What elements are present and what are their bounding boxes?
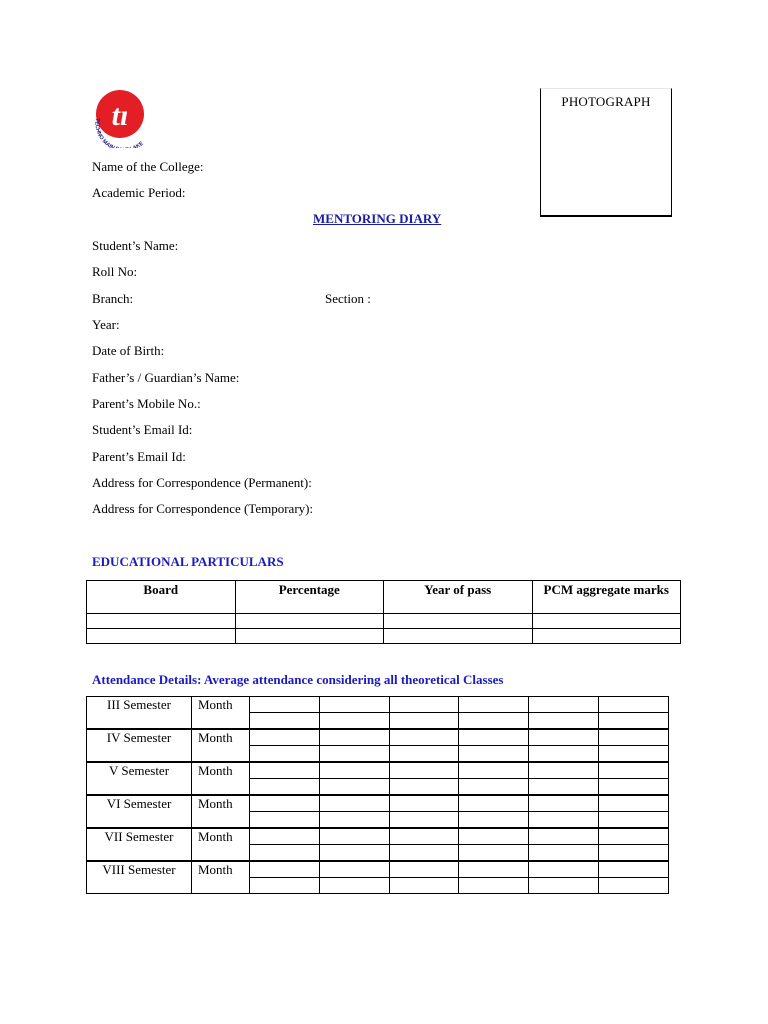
- attendance-cell[interactable]: [529, 861, 599, 878]
- table-cell[interactable]: [235, 629, 384, 644]
- branch-label: Branch:: [92, 291, 134, 306]
- attendance-cell[interactable]: [250, 828, 320, 845]
- college-logo: [92, 88, 162, 148]
- attendance-cell[interactable]: [389, 828, 459, 845]
- semester-label: VII Semester: [87, 828, 192, 861]
- attendance-cell[interactable]: [599, 729, 669, 746]
- month-label: Month: [192, 828, 250, 861]
- attendance-cell[interactable]: [389, 779, 459, 796]
- attendance-cell[interactable]: [599, 779, 669, 796]
- attendance-cell[interactable]: [319, 861, 389, 878]
- address-temporary-label: Address for Correspondence (Temporary):: [92, 501, 314, 516]
- attendance-heading: Attendance Details: Average attendance considering all theoretical Classes: [92, 672, 504, 687]
- table-row: [87, 697, 669, 713]
- attendance-cell[interactable]: [529, 697, 599, 713]
- attendance-cell[interactable]: [389, 746, 459, 763]
- month-label: Month: [192, 795, 250, 828]
- table-row: [87, 729, 669, 746]
- logo-ring-text: TECHNO MAIN KE: [93, 117, 145, 148]
- month-label: Month: [192, 762, 250, 795]
- attendance-cell[interactable]: [319, 828, 389, 845]
- table-row: [87, 629, 681, 644]
- attendance-cell[interactable]: [250, 697, 320, 713]
- attendance-cell[interactable]: [599, 762, 669, 779]
- section-label: Section :: [325, 291, 371, 306]
- attendance-cell[interactable]: [529, 762, 599, 779]
- attendance-cell[interactable]: [319, 713, 389, 730]
- attendance-cell[interactable]: [389, 762, 459, 779]
- attendance-cell[interactable]: [319, 812, 389, 829]
- semester-label: IV Semester: [87, 729, 192, 762]
- attendance-cell[interactable]: [389, 878, 459, 894]
- attendance-cell[interactable]: [599, 861, 669, 878]
- photograph-label: PHOTOGRAPH: [561, 94, 651, 109]
- attendance-cell[interactable]: [389, 812, 459, 829]
- attendance-cell[interactable]: [389, 729, 459, 746]
- attendance-cell[interactable]: [250, 762, 320, 779]
- table-cell[interactable]: [532, 629, 681, 644]
- attendance-cell[interactable]: [250, 845, 320, 862]
- attendance-cell[interactable]: [529, 828, 599, 845]
- attendance-cell[interactable]: [599, 812, 669, 829]
- attendance-cell[interactable]: [389, 795, 459, 812]
- educational-heading: EDUCATIONAL PARTICULARS: [92, 554, 284, 569]
- attendance-cell[interactable]: [459, 729, 529, 746]
- table-cell[interactable]: [235, 614, 384, 629]
- month-label: Month: [192, 729, 250, 762]
- attendance-cell[interactable]: [529, 779, 599, 796]
- parent-mobile-label: Parent’s Mobile No.:: [92, 396, 201, 411]
- semester-label: V Semester: [87, 762, 192, 795]
- attendance-cell[interactable]: [459, 713, 529, 730]
- attendance-cell[interactable]: [599, 713, 669, 730]
- month-label: Month: [192, 697, 250, 730]
- attendance-cell[interactable]: [459, 795, 529, 812]
- table-row: [87, 828, 669, 845]
- attendance-cell[interactable]: [599, 828, 669, 845]
- attendance-cell[interactable]: [599, 697, 669, 713]
- attendance-cell[interactable]: [319, 845, 389, 862]
- page-title: MENTORING DIARY: [313, 211, 442, 226]
- address-permanent-label: Address for Correspondence (Permanent):: [92, 475, 312, 490]
- table-row: [87, 861, 669, 878]
- attendance-cell[interactable]: [529, 795, 599, 812]
- table-row: [87, 795, 669, 812]
- parent-email-label: Parent’s Email Id:: [92, 449, 186, 464]
- semester-label: VIII Semester: [87, 861, 192, 894]
- table-cell[interactable]: [384, 614, 533, 629]
- table-cell[interactable]: [532, 614, 681, 629]
- semester-label: VI Semester: [87, 795, 192, 828]
- photograph-box[interactable]: [540, 88, 672, 217]
- attendance-cell[interactable]: [459, 828, 529, 845]
- attendance-cell[interactable]: [319, 729, 389, 746]
- attendance-cell[interactable]: [459, 762, 529, 779]
- attendance-cell[interactable]: [250, 795, 320, 812]
- student-email-label: Student’s Email Id:: [92, 422, 193, 437]
- table-row: [87, 762, 669, 779]
- roll-no-label: Roll No:: [92, 264, 138, 279]
- attendance-cell[interactable]: [529, 729, 599, 746]
- attendance-cell[interactable]: [319, 746, 389, 763]
- student-name-label: Student’s Name:: [92, 238, 179, 253]
- attendance-cell[interactable]: [459, 845, 529, 862]
- attendance-cell[interactable]: [250, 746, 320, 763]
- attendance-cell[interactable]: [599, 746, 669, 763]
- attendance-cell[interactable]: [319, 878, 389, 894]
- attendance-cell[interactable]: [389, 845, 459, 862]
- attendance-table: [86, 696, 669, 894]
- month-label: Month: [192, 861, 250, 894]
- col-year-of-pass: Year of pass: [384, 581, 533, 614]
- attendance-cell[interactable]: [459, 878, 529, 894]
- college-name-label: Name of the College:: [92, 159, 204, 174]
- table-header-row: [87, 581, 681, 614]
- table-row: [87, 614, 681, 629]
- col-percentage: Percentage: [235, 581, 384, 614]
- attendance-cell[interactable]: [319, 697, 389, 713]
- table-cell[interactable]: [87, 629, 236, 644]
- attendance-cell[interactable]: [459, 812, 529, 829]
- attendance-cell[interactable]: [250, 713, 320, 730]
- attendance-cell[interactable]: [529, 746, 599, 763]
- attendance-cell[interactable]: [459, 779, 529, 796]
- attendance-cell[interactable]: [389, 713, 459, 730]
- attendance-cell[interactable]: [319, 762, 389, 779]
- attendance-cell[interactable]: [250, 861, 320, 878]
- attendance-cell[interactable]: [319, 795, 389, 812]
- dob-label: Date of Birth:: [92, 343, 165, 358]
- guardian-name-label: Father’s / Guardian’s Name:: [92, 370, 240, 385]
- logo-monogram: tı: [111, 99, 129, 132]
- attendance-cell[interactable]: [250, 779, 320, 796]
- educational-table: [86, 580, 681, 644]
- attendance-cell[interactable]: [459, 861, 529, 878]
- attendance-cell[interactable]: [529, 845, 599, 862]
- attendance-cell[interactable]: [389, 861, 459, 878]
- attendance-cell[interactable]: [529, 812, 599, 829]
- table-cell[interactable]: [87, 614, 236, 629]
- attendance-cell[interactable]: [459, 697, 529, 713]
- attendance-cell[interactable]: [529, 713, 599, 730]
- attendance-cell[interactable]: [459, 746, 529, 763]
- semester-label: III Semester: [87, 697, 192, 730]
- academic-period-label: Academic Period:: [92, 185, 186, 200]
- attendance-cell[interactable]: [389, 697, 459, 713]
- year-label: Year:: [92, 317, 120, 332]
- col-board: Board: [87, 581, 236, 614]
- attendance-cell[interactable]: [599, 795, 669, 812]
- attendance-cell[interactable]: [319, 779, 389, 796]
- table-cell[interactable]: [384, 629, 533, 644]
- attendance-cell[interactable]: [599, 878, 669, 894]
- attendance-cell[interactable]: [250, 878, 320, 894]
- attendance-cell[interactable]: [529, 878, 599, 894]
- attendance-cell[interactable]: [250, 812, 320, 829]
- attendance-cell[interactable]: [250, 729, 320, 746]
- attendance-cell[interactable]: [599, 845, 669, 862]
- col-pcm-marks: PCM aggregate marks: [532, 581, 681, 614]
